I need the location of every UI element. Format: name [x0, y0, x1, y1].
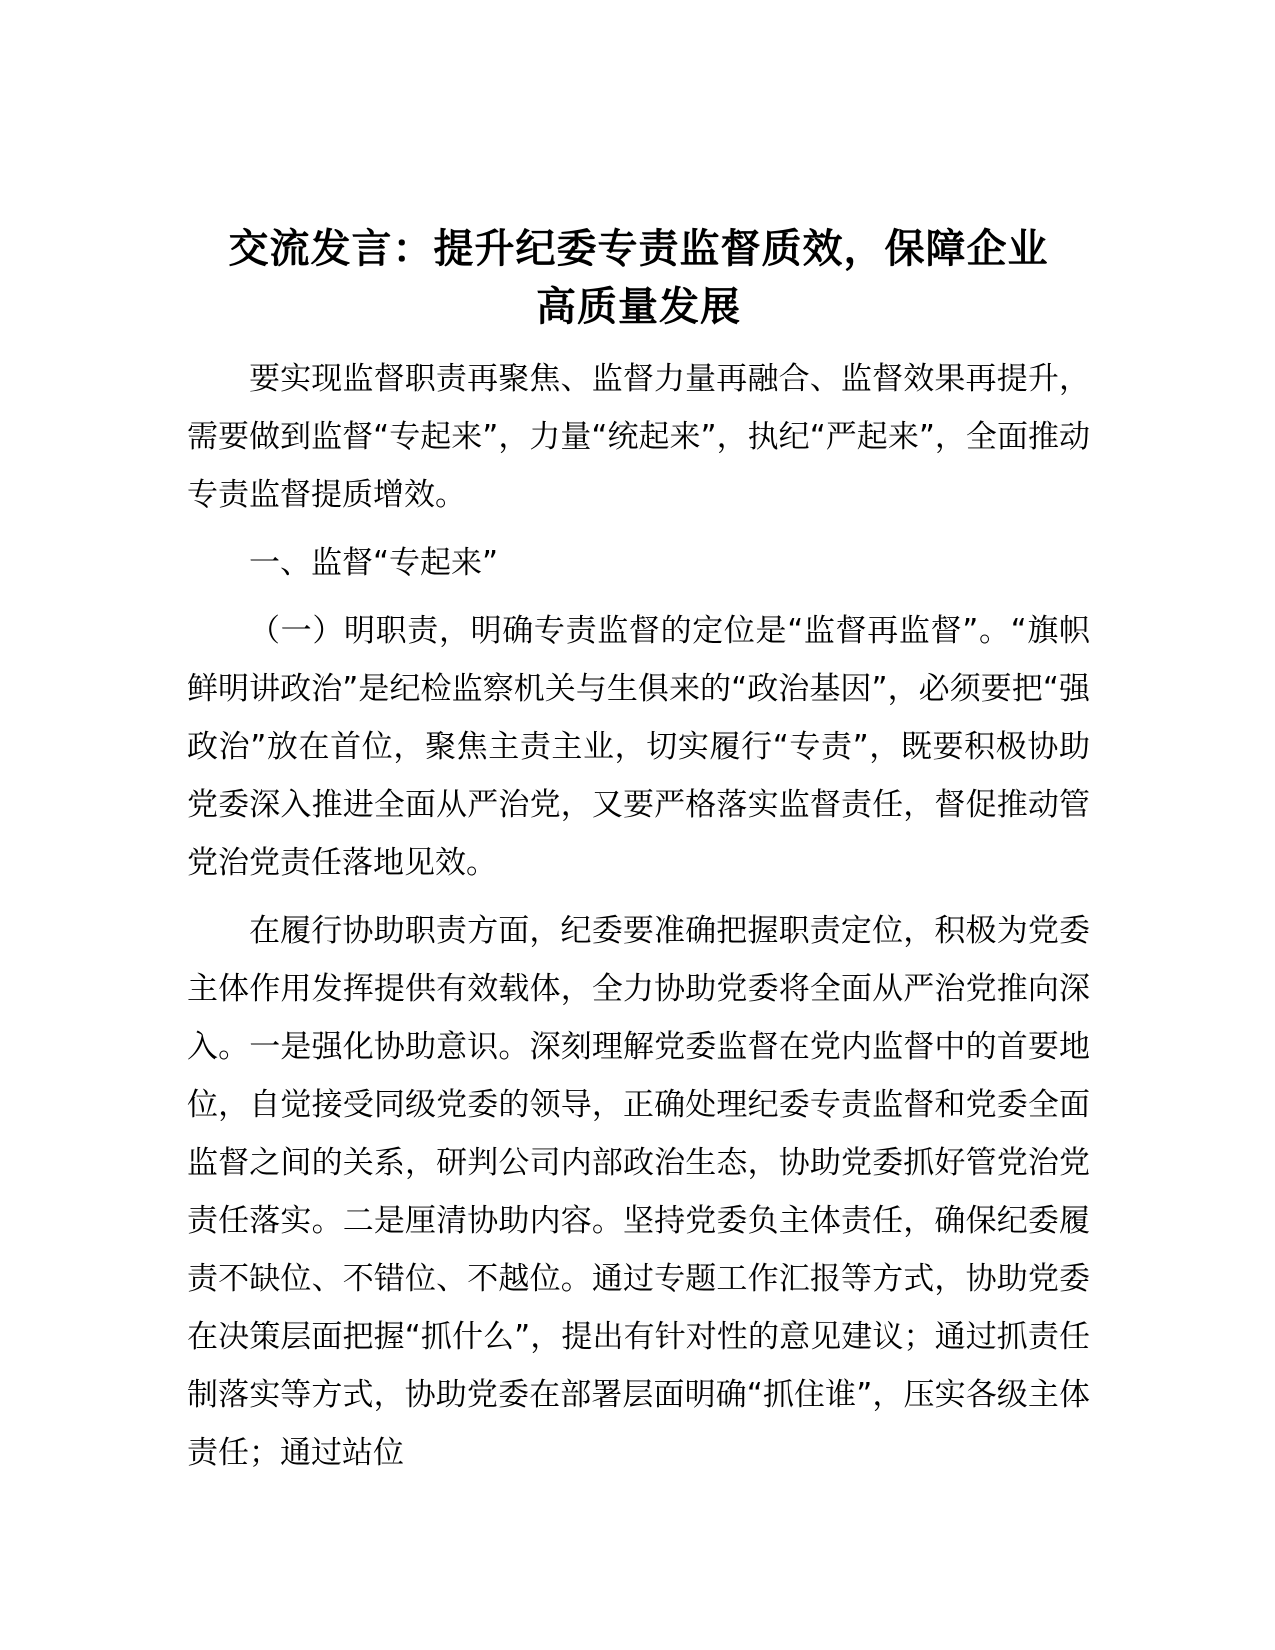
section-heading-1: 一、监督“专起来”: [249, 545, 499, 581]
body-paragraph-3: 在履行协助职责方面，纪委要准确把握职责定位，积极为党委主体作用发挥提供有效载体，全力协助党委将全面从严治党推向深入。一是强化协助意识。深刻理解党委监督在党内监督中的首要地位，自觉接受同级党委的领导，正确处理纪委专责监督和党委全面监督之间的关系，研判公司内部政治生态，协助党委抓好管党治党责任落实。二是厘清协助内容。坚持党委负主体责任，确保纪委履责不缺位、不错位、不越位。通过专题工作汇报等方式，协助党委在决策层面把握“抓什么”，提出有针对性的意见建议；通过抓责任制落实等方式，协助党委在部署层面明确“抓住谁”，压实各级主体责任；通过站位: [187, 913, 1090, 1471]
intro-paragraph: 要实现监督职责再聚焦、监督力量再融合、监督效果再提升，需要做到监督“专起来”，力量“统起来”，执纪“严起来”，全面推动专责监督提质增效。: [187, 361, 1090, 513]
document-page: [187, 220, 1090, 1492]
title-line-2: 高质量发展: [536, 284, 741, 330]
document-title: [187, 220, 1090, 336]
subsection-paragraph-1: （一）明职责，明确专责监督的定位是“监督再监督”。“旗帜鲜明讲政治”是纪检监察机关与生俱来的“政治基因”，必须要把“强政治”放在首位，聚焦主责主业，切实履行“专责”，既要积极协助党委深入推进全面从严治党，又要严格落实监督责任，督促推动管党治党责任落地见效。: [187, 613, 1090, 881]
title-line-1: 交流发言：提升纪委专责监督质效，保障企业: [228, 226, 1049, 272]
